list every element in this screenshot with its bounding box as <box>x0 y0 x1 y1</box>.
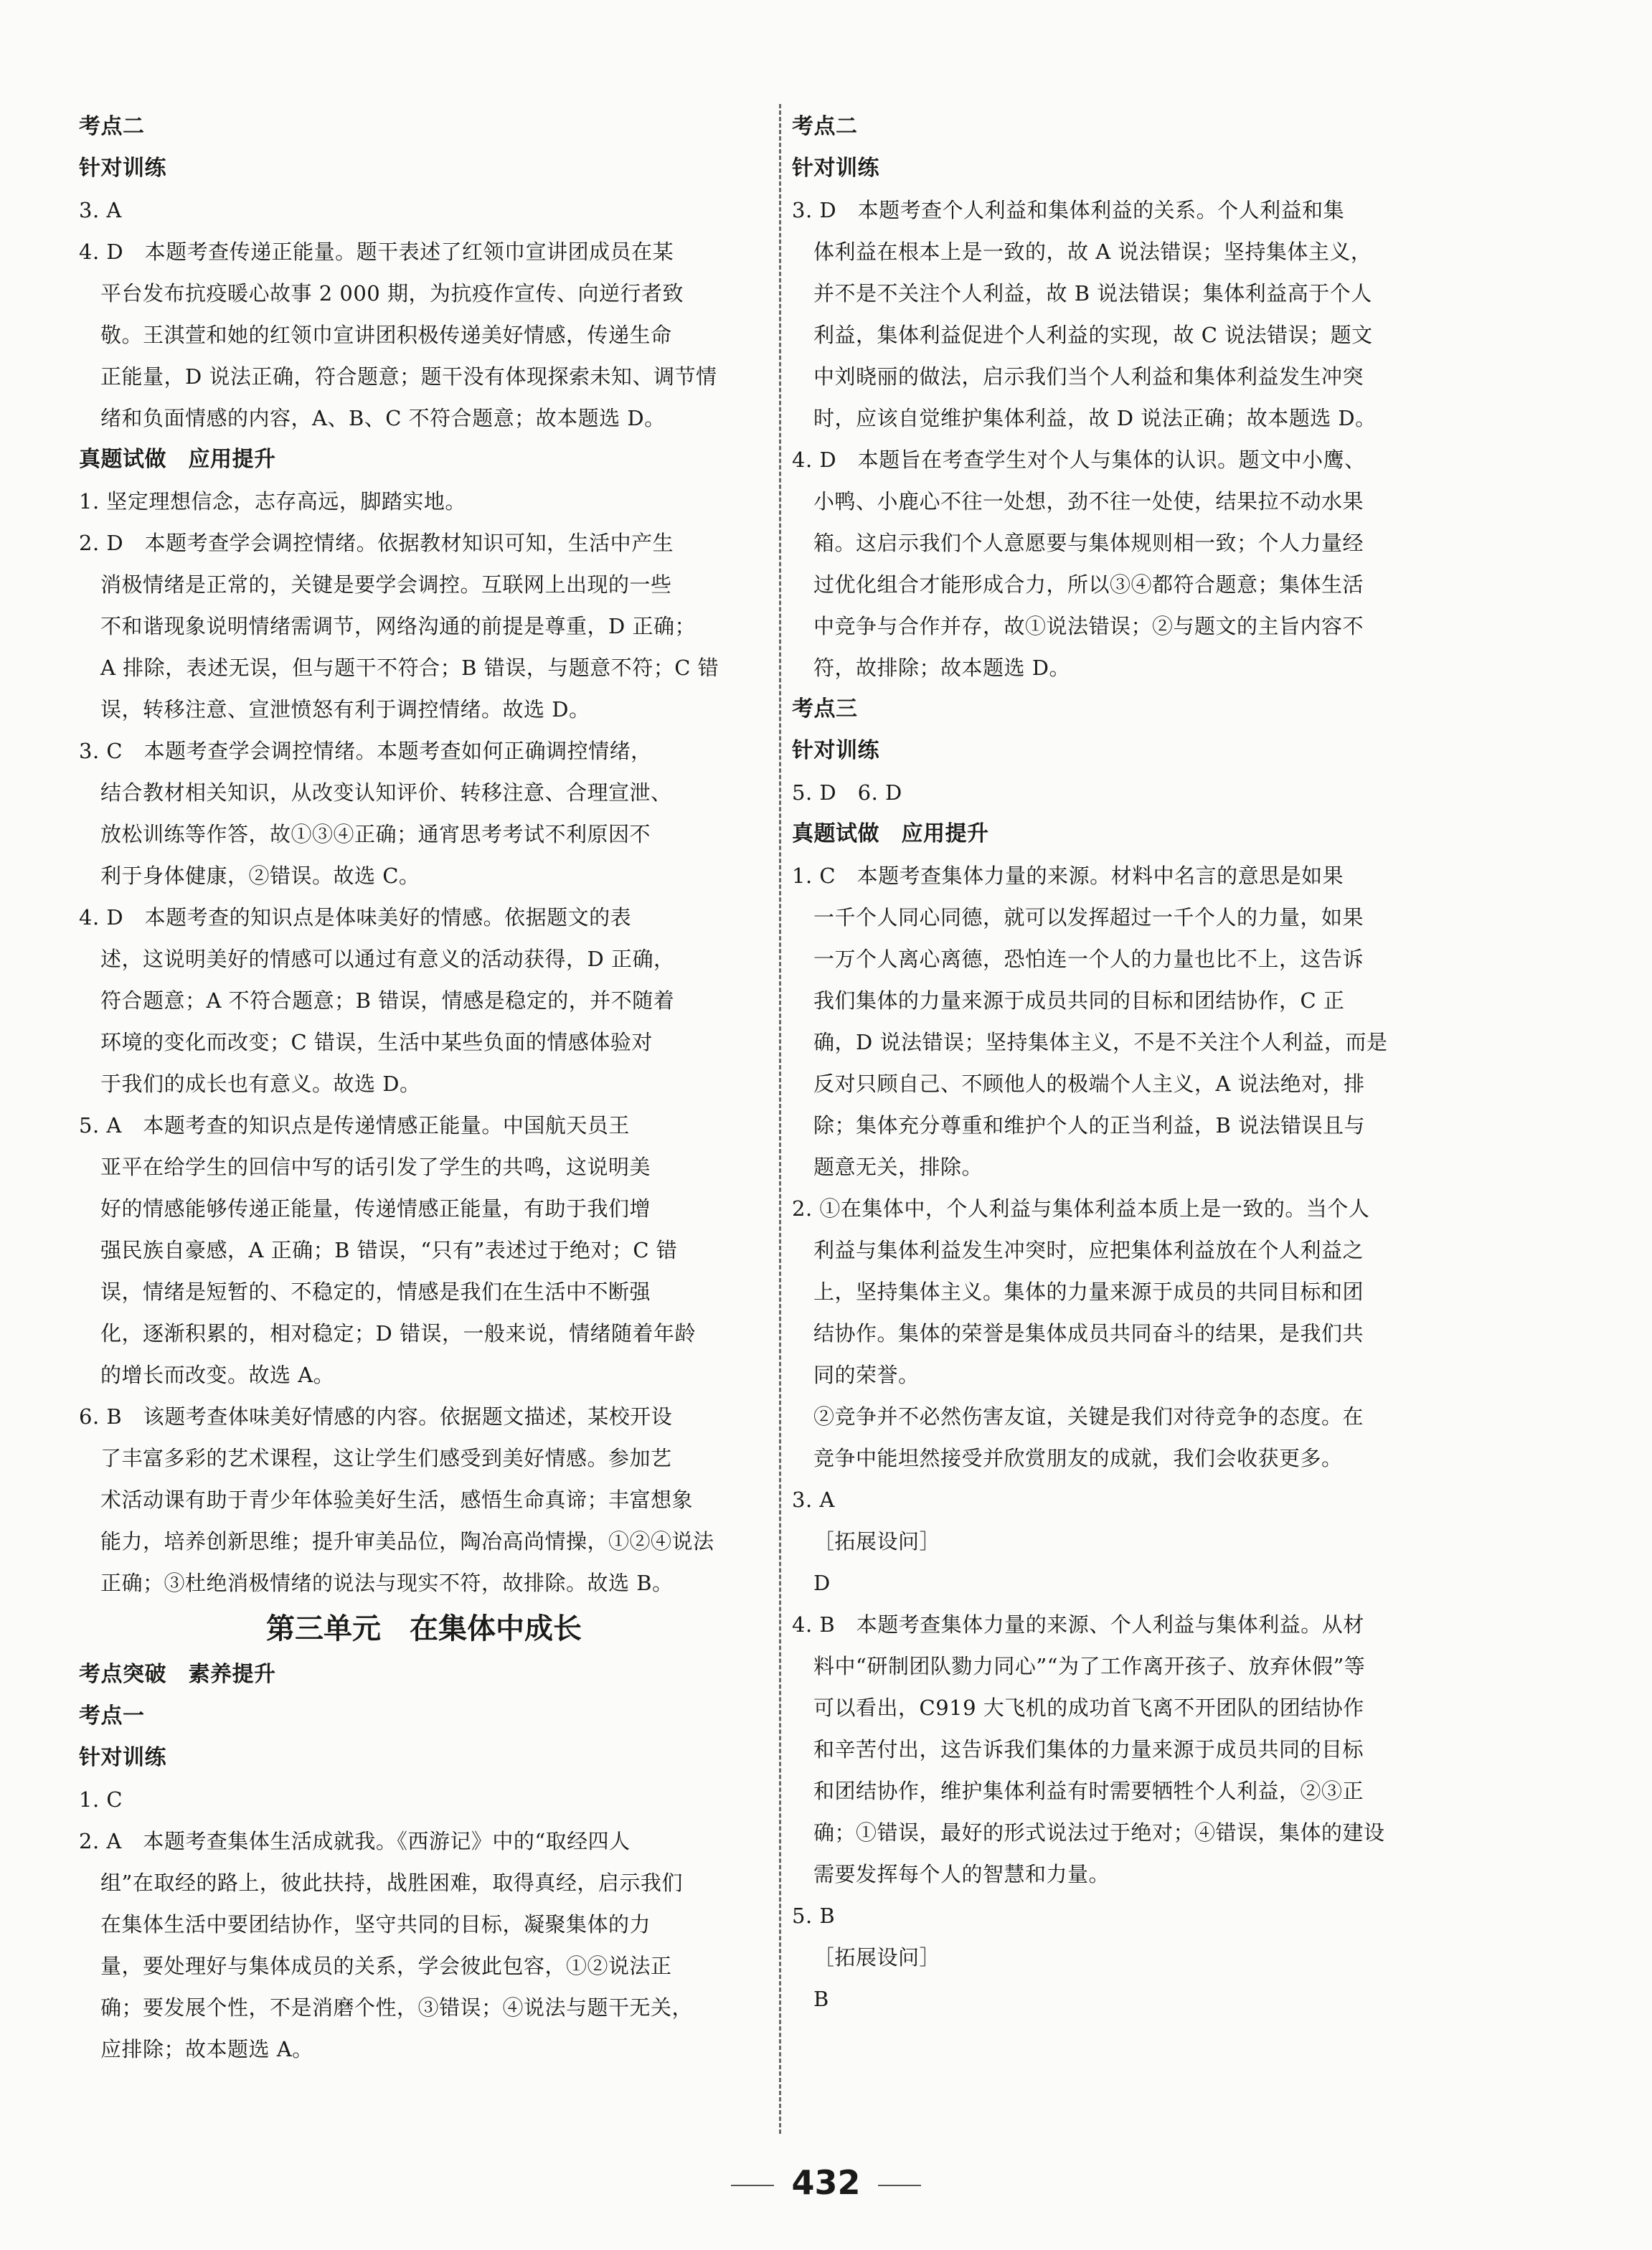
text-line: 6. B 该题考查体味美好情感的内容。依据题文描述，某校开设 <box>79 1404 673 1429</box>
text-line: 体利益在根本上是一致的，故 A 说法错误；坚持集体主义， <box>813 240 1372 264</box>
text-line: 确；①错误，最好的形式说法过于绝对；④错误，集体的建设 <box>813 1820 1385 1845</box>
text-line: 结合教材相关知识，从改变认知评价、转移注意、合理宣泄、 <box>100 780 672 805</box>
text-line: ［拓展设问］ <box>813 1529 941 1554</box>
text-line: 时，应该自觉维护集体利益，故 D 说法正确；故本题选 D。 <box>813 406 1377 430</box>
text-line: D <box>813 1571 831 1595</box>
text-line: 2. D 本题考查学会调控情绪。依据教材知识可知，生活中产生 <box>79 531 674 555</box>
text-line: 料中“研制团队勠力同心”“为了工作离开孩子、放弃休假”等 <box>813 1654 1366 1678</box>
text-line: 1. C <box>79 1787 123 1812</box>
text-line: 可以看出，C919 大飞机的成功首飞离不开团队的团结协作 <box>813 1696 1364 1720</box>
text-line: 题意无关，排除。 <box>813 1155 983 1179</box>
unit-title: 第三单元 在集体中成长 <box>266 1612 582 1645</box>
text-line: 过优化组合才能形成合力，所以③④都符合题意；集体生活 <box>813 572 1364 597</box>
text-line: 量，要处理好与集体成员的关系，学会彼此包容，①②说法正 <box>100 1954 672 1978</box>
left-column <box>79 106 769 2070</box>
section-heading: 考点突破 素养提升 <box>79 1662 276 1687</box>
text-line: 结协作。集体的荣誉是集体成员共同奋斗的结果，是我们共 <box>813 1321 1364 1346</box>
section-heading: 针对训练 <box>79 1745 166 1770</box>
text-line: 3. D 本题考查个人利益和集体利益的关系。个人利益和集 <box>792 198 1345 222</box>
text-line: 敬。王淇萱和她的红领巾宣讲团积极传递美好情感，传递生命 <box>100 323 672 347</box>
footer-dash-left <box>731 2185 774 2186</box>
text-line: 2. ①在集体中，个人利益与集体利益本质上是一致的。当个人 <box>792 1196 1370 1221</box>
text-line: 上，坚持集体主义。集体的力量来源于成员的共同目标和团 <box>813 1280 1364 1304</box>
text-line: 3. C 本题考查学会调控情绪。本题考查如何正确调控情绪， <box>79 739 652 763</box>
text-line: 我们集体的力量来源于成员共同的目标和团结协作，C 正 <box>813 988 1345 1013</box>
text-line: 4. D 本题旨在考查学生对个人与集体的认识。题文中小鹰、 <box>792 448 1366 472</box>
text-line: 环境的变化而改变；C 错误，生活中某些负面的情感体验对 <box>100 1030 653 1054</box>
right-column <box>792 106 1481 2020</box>
text-line: 和团结协作，维护集体利益有时需要牺牲个人利益，②③正 <box>813 1779 1364 1803</box>
text-line: 4. B 本题考查集体力量的来源、个人利益与集体利益。从材 <box>792 1612 1364 1637</box>
text-line: 中刘晓丽的做法，启示我们当个人利益和集体利益发生冲突 <box>813 364 1364 389</box>
text-line: 能力，培养创新思维；提升审美品位，陶冶高尚情操，①②④说法 <box>100 1529 714 1554</box>
text-line: 2. A 本题考查集体生活成就我。《西游记》中的“取经四人 <box>79 1829 631 1853</box>
text-line: ②竞争并不必然伤害友谊，关键是我们对待竞争的态度。在 <box>813 1404 1364 1429</box>
text-line: 3. A <box>792 1488 835 1512</box>
section-heading: 考点二 <box>79 114 145 139</box>
text-line: 消极情绪是正常的，关键是要学会调控。互联网上出现的一些 <box>100 572 672 597</box>
text-line: 1. C 本题考查集体力量的来源。材料中名言的意思是如果 <box>792 864 1344 888</box>
text-line: 正能量，D 说法正确，符合题意；题干没有体现探索未知、调节情 <box>100 364 717 389</box>
text-line: 放松训练等作答，故①③④正确；通宵思考考试不利原因不 <box>100 822 651 846</box>
text-line: 4. D 本题考查传递正能量。题干表述了红领巾宣讲团成员在某 <box>79 240 674 264</box>
text-line: 应排除；故本题选 A。 <box>100 2037 313 2061</box>
text-line: 确；要发展个性，不是消磨个性，③错误；④说法与题干无关， <box>100 1995 694 2020</box>
text-line: 中竞争与合作并存，故①说法错误；②与题文的主旨内容不 <box>813 614 1364 638</box>
text-line: B <box>813 1987 829 2011</box>
text-line: 同的荣誉。 <box>813 1363 920 1387</box>
text-line: ［拓展设问］ <box>813 1945 941 1970</box>
text-line: 绪和负面情感的内容，A、B、C 不符合题意；故本题选 D。 <box>100 406 666 430</box>
text-line: 不和谐现象说明情绪需调节，网络沟通的前提是尊重，D 正确； <box>100 614 696 638</box>
text-line: 一千个人同心同德，就可以发挥超过一千个人的力量，如果 <box>813 905 1364 930</box>
text-line: 利益与集体利益发生冲突时，应把集体利益放在个人利益之 <box>813 1238 1364 1262</box>
text-line: 述，这说明美好的情感可以通过有意义的活动获得，D 正确， <box>100 947 675 971</box>
text-line: 于我们的成长也有意义。故选 D。 <box>100 1072 421 1096</box>
text-line: 好的情感能够传递正能量，传递情感正能量，有助于我们增 <box>100 1196 651 1221</box>
text-line: 小鸭、小鹿心不往一处想，劲不往一处使，结果拉不动水果 <box>813 489 1364 514</box>
text-line: 和辛苦付出，这告诉我们集体的力量来源于成员共同的目标 <box>813 1737 1364 1762</box>
page-number-footer <box>0 2163 1652 2202</box>
section-heading: 考点三 <box>792 696 858 722</box>
text-line: 确，D 说法错误；坚持集体主义，不是不关注个人利益，而是 <box>813 1030 1388 1054</box>
text-line: 5. B <box>792 1904 836 1928</box>
text-line: 亚平在给学生的回信中写的话引发了学生的共鸣，这说明美 <box>100 1155 651 1179</box>
section-heading: 针对训练 <box>79 156 166 181</box>
text-line: 1. 坚定理想信念，志存高远，脚踏实地。 <box>79 489 466 514</box>
section-heading: 考点一 <box>79 1703 145 1729</box>
text-line: 的增长而改变。故选 A。 <box>100 1363 335 1387</box>
section-heading: 考点二 <box>792 114 858 139</box>
text-line: 正确；③杜绝消极情绪的说法与现实不符，故排除。故选 B。 <box>100 1571 674 1595</box>
column-divider <box>779 104 781 2134</box>
section-heading: 针对训练 <box>792 156 879 181</box>
text-line: 误，情绪是短暂的、不稳定的，情感是我们在生活中不断强 <box>100 1280 651 1304</box>
section-heading: 真题试做 应用提升 <box>792 821 989 846</box>
text-line: 箱。这启示我们个人意愿要与集体规则相一致；个人力量经 <box>813 531 1364 555</box>
text-line: 在集体生活中要团结协作，坚守共同的目标，凝聚集体的力 <box>100 1912 651 1937</box>
section-heading: 真题试做 应用提升 <box>79 447 276 472</box>
text-line: 除；集体充分尊重和维护个人的正当利益，B 说法错误且与 <box>813 1113 1366 1138</box>
text-line: 误，转移注意、宣泄愤怒有利于调控情绪。故选 D。 <box>100 697 590 722</box>
text-line: A 排除，表述无误，但与题干不符合；B 错误，与题意不符；C 错 <box>100 656 719 680</box>
text-line: 术活动课有助于青少年体验美好生活，感悟生命真谛；丰富想象 <box>100 1488 694 1512</box>
text-line: 5. A 本题考查的知识点是传递情感正能量。中国航天员王 <box>79 1113 630 1138</box>
text-line: 组”在取经的路上，彼此扶持，战胜困难，取得真经，启示我们 <box>100 1871 683 1895</box>
text-line: 平台发布抗疫暖心故事 2 000 期，为抗疫作宣传、向逆行者致 <box>100 281 684 306</box>
text-line: 4. D 本题考查的知识点是体味美好的情感。依据题文的表 <box>79 905 632 930</box>
text-line: 利益，集体利益促进个人利益的实现，故 C 说法错误；题文 <box>813 323 1373 347</box>
section-heading: 针对训练 <box>792 738 879 763</box>
text-line: 利于身体健康，②错误。故选 C。 <box>100 864 420 888</box>
text-line: 一万个人离心离德，恐怕连一个人的力量也比不上，这告诉 <box>813 947 1364 971</box>
text-line: 符合题意；A 不符合题意；B 错误，情感是稳定的，并不随着 <box>100 988 675 1013</box>
text-line: 5. D 6. D <box>792 780 902 805</box>
footer-dash-right <box>878 2185 921 2186</box>
text-line: 需要发挥每个人的智慧和力量。 <box>813 1862 1110 1886</box>
text-line: 并不是不关注个人利益，故 B 说法错误；集体利益高于个人 <box>813 281 1372 306</box>
text-line: 符，故排除；故本题选 D。 <box>813 656 1070 680</box>
text-line: 竞争中能坦然接受并欣赏朋友的成就，我们会收获更多。 <box>813 1446 1343 1470</box>
page-number: 432 <box>791 2163 861 2202</box>
text-line: 反对只顾自己、不顾他人的极端个人主义，A 说法绝对，排 <box>813 1072 1365 1096</box>
text-line: 3. A <box>79 198 122 222</box>
text-line: 了丰富多彩的艺术课程，这让学生们感受到美好情感。参加艺 <box>100 1446 672 1470</box>
text-line: 化，逐渐积累的，相对稳定；D 错误，一般来说，情绪随着年龄 <box>100 1321 696 1346</box>
text-line: 强民族自豪感，A 正确；B 错误，“只有”表述过于绝对；C 错 <box>100 1238 678 1262</box>
